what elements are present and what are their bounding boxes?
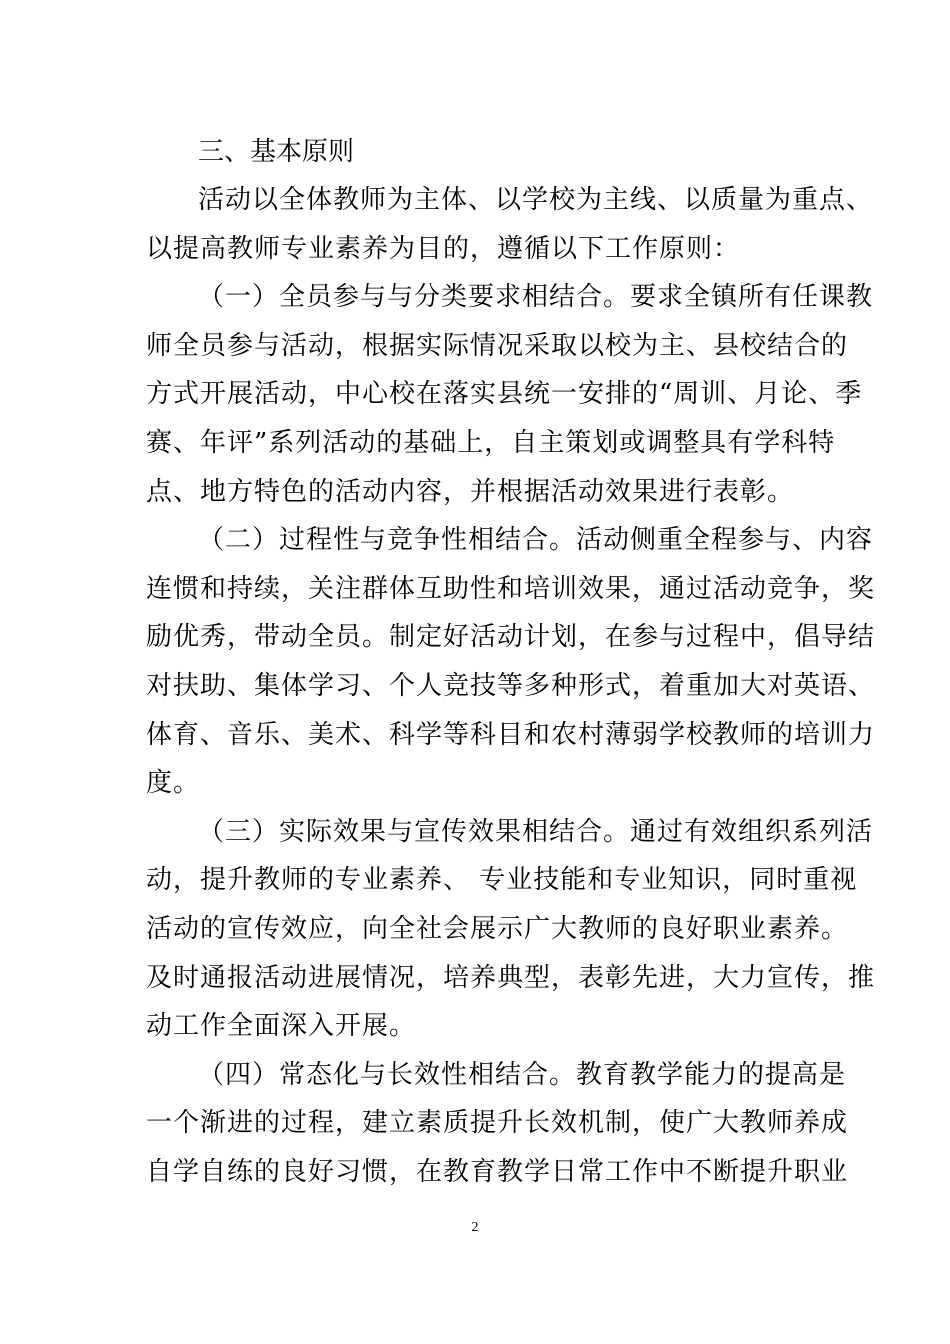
text-line: 一个渐进的过程，建立素质提升长效机制，使广大教师养成 <box>146 1108 849 1139</box>
text-line: 以提高教师专业素养为目的，遵循以下工作原则： <box>146 233 741 264</box>
text-line: 对扶助、集体学习、个人竞技等多种形式，着重加大对英语、 <box>146 670 876 701</box>
page-number: 2 <box>471 1220 479 1235</box>
text-line: 点、地方特色的活动内容，并根据活动效果进行表彰。 <box>146 476 795 507</box>
text-line: 师全员参与活动，根据实际情况采取以校为主、县校结合的 <box>146 330 849 361</box>
text-line: 动工作全面深入开展。 <box>146 1011 417 1042</box>
paragraph-intro <box>146 176 874 273</box>
paragraph-principle-2 <box>146 516 876 808</box>
text-line: 方式开展活动，中心校在落实县统一安排的“周训、月论、季 <box>146 379 863 410</box>
text-line: 度。 <box>146 768 201 799</box>
text-line: （三）实际效果与宣传效果相结合。通过有效组织系列活 <box>198 816 874 847</box>
paragraph-principle-1 <box>146 273 874 516</box>
text-line: 励优秀，带动全员。制定好活动计划，在参与过程中，倡导结 <box>146 622 876 653</box>
text-line: 连惯和持续，关注群体互助性和培训效果，通过活动竞争，奖 <box>146 573 876 604</box>
text-line: 体育、音乐、美术、科学等科目和农村薄弱学校教师的培训力 <box>146 719 876 750</box>
paragraph-principle-4 <box>146 1051 849 1197</box>
text-line: 及时通报活动进展情况，培养典型，表彰先进，大力宣传，推 <box>146 962 876 993</box>
section-heading: 三、基本原则 <box>198 137 355 167</box>
paragraph-principle-3 <box>146 808 876 1051</box>
text-line: 自学自练的良好习惯，在教育教学日常工作中不断提升职业 <box>146 1156 849 1187</box>
text-line: 活动的宣传效应，向全社会展示广大教师的良好职业素养。 <box>146 913 849 944</box>
text-line: （一）全员参与与分类要求相结合。要求全镇所有任课教 <box>198 282 874 313</box>
text-line: 赛、年评”系列活动的基础上，自主策划或调整具有学科特 <box>146 427 836 458</box>
text-line: 活动以全体教师为主体、以学校为主线、以质量为重点、 <box>198 185 874 215</box>
text-line: （四）常态化与长效性相结合。教育教学能力的提高是 <box>198 1059 847 1090</box>
text-line: （二）过程性与竞争性相结合。活动侧重全程参与、内容 <box>198 525 874 556</box>
document-body <box>146 128 876 1196</box>
text-line: 动，提升教师的专业素养、 专业技能和专业知识，同时重视 <box>146 865 858 896</box>
